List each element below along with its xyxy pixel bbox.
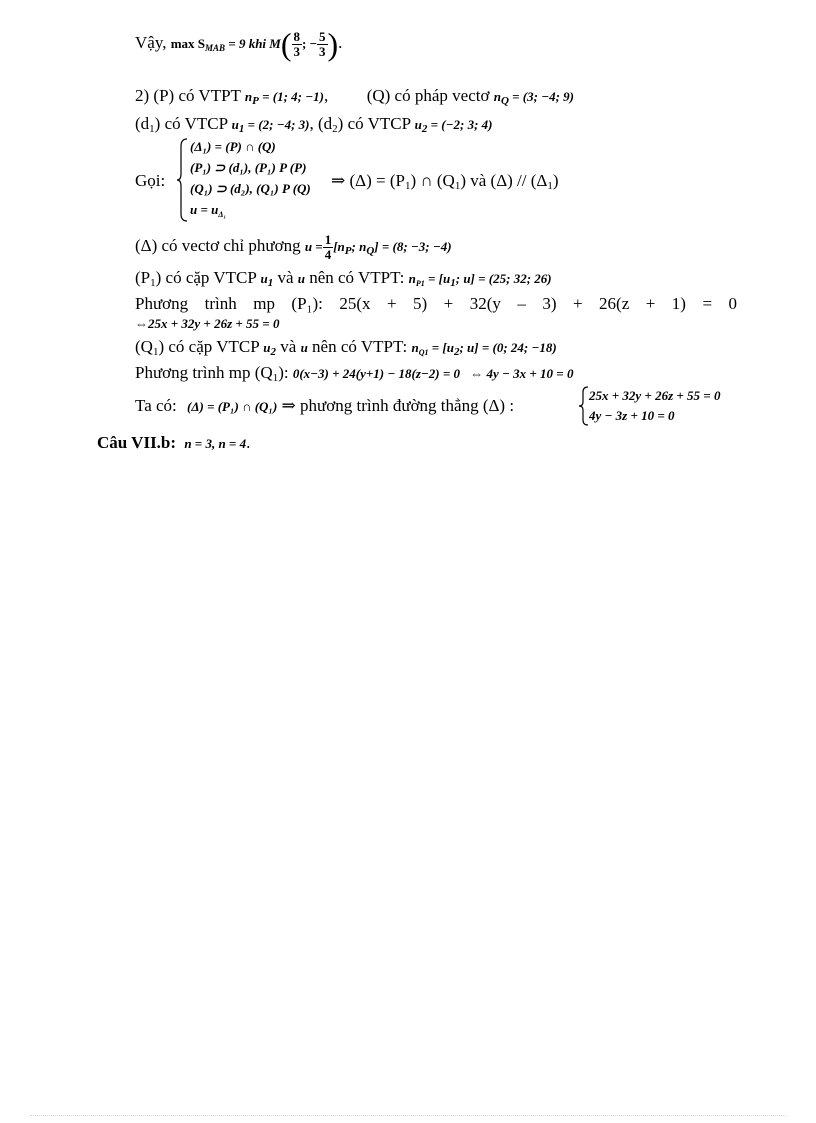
- vector-u1: $u_1$: [260, 271, 274, 289]
- question-label: Câu VII.b:: [97, 433, 177, 452]
- math-u: u =: [304, 239, 323, 254]
- text: ) có VTCP: [337, 114, 411, 133]
- p1-equation-line: Phương trình mp (P₁): 25(x + 5) + 32(y – 3) + 26(z + 1) = 0: [135, 294, 737, 313]
- brace-icon: [579, 386, 589, 426]
- vector-u: u: [297, 271, 305, 286]
- text: (d: [135, 114, 150, 133]
- vector-n-q: $n_Q = (3$; −4; 9): [493, 89, 574, 107]
- q1-normal-line: $(Q_1)$ có cặp VTCP $u_2$ và u nên có VTPT: $n_{Q1} = [u_2$; u] = (0; 24; −18): [135, 337, 557, 358]
- vector-u2: $u_2 = (-2$; 3; 4): [414, 117, 493, 135]
- p1-equation-simplified: ⇔25x + 32y + 26z + 55 = 0: [135, 316, 280, 331]
- vector-u: u: [300, 340, 308, 355]
- text: Vậy,: [135, 32, 167, 52]
- final-system-brace: [579, 386, 589, 426]
- direction-vector-line: [135, 231, 452, 266]
- brace-icon: [177, 138, 189, 222]
- subscript: 2: [332, 123, 338, 135]
- system-brace: [177, 138, 189, 222]
- vector-n-p: $n_P = (1$; 4; −1): [244, 89, 324, 107]
- text: (Q) có pháp vectơ: [366, 86, 490, 105]
- right-paren: ): [327, 26, 339, 62]
- fraction: $\frac{1}{4}$: [324, 231, 332, 262]
- math-when: = 9 khi M: [225, 35, 281, 51]
- q1-equation: 0(x−3) + 24(y+1) − 18(z−2) = 0: [292, 366, 460, 381]
- cross-product: [$n_P$; $n_Q] = (8$; −3; −4): [333, 239, 452, 257]
- line-equation-line: Ta có: (Δ) = (P₁) ∩ (Q₁) ⇒ phương trình đường thẳng (Δ) :: [135, 396, 515, 415]
- answer-math: n = 3, n = 4: [184, 436, 247, 451]
- q1-equation-line: Phương trình mp $(Q_1)$: 0(x−3) + 24(y+1) − 18(z−2) = 0 ⇔ 4y − 3x + 10 = 0: [135, 363, 574, 384]
- plane-normals-line: [135, 86, 574, 111]
- vector-u2: $u_2$: [263, 340, 277, 358]
- subscript: 1: [149, 123, 155, 135]
- fraction: $\frac{8}{3}$: [293, 28, 301, 59]
- gọi-label: Gọi:: [135, 171, 166, 190]
- final-equation-2: 4y − 3z + 10 = 0: [589, 408, 675, 423]
- direction-vectors-line: [135, 114, 493, 139]
- fraction: $\frac{5}{3}$: [319, 28, 326, 59]
- p1-normal-line: $(P_1)$ có cặp VTCP $u_1$ và u nên có VTPT: $n_{P1} = [u_1$; u] = (25; 32; 26): [135, 268, 552, 289]
- text: , (d: [309, 114, 333, 133]
- text: ) có VTCP: [154, 114, 228, 133]
- period: .: [338, 32, 343, 52]
- page-bottom-border: [30, 1115, 786, 1116]
- separator: ; −: [302, 35, 318, 51]
- system-line-2: (P₁) ⊃ (d₁), (P₁) P (P): [190, 160, 307, 175]
- q1-equation-simplified: ⇔ 4y − 3x + 10 = 0: [470, 366, 574, 381]
- period: .: [246, 433, 251, 452]
- system-conclusion: ⇒ $(\Delta) = (P_1)$ ∩ $(Q_1)$ và $(\Delta) // (\Delta_1)$: [331, 171, 559, 192]
- final-equation-1: 25x + 32y + 26z + 55 = 0: [589, 388, 721, 403]
- intersection-math: (Δ) = (P₁) ∩ (Q₁): [187, 399, 278, 414]
- system-line-3: (Q₁) ⊃ (d₂), (Q₁) P (Q): [190, 181, 311, 196]
- left-paren: (: [280, 26, 292, 62]
- vector-u1: $u_1 = (2$; −4; 3): [231, 117, 310, 135]
- text: (Δ) có vectơ chỉ phương: [135, 236, 301, 255]
- normal-q1: $n_{Q1} = [u_2$; u] = (0; 24; −18): [411, 340, 557, 358]
- system-line-1: (Δ₁) = (P) ∩ (Q): [190, 139, 276, 154]
- system-line-4: $u = u_{\Delta_1}$: [190, 202, 227, 219]
- question-vii-b: [97, 433, 250, 454]
- comma: ,: [323, 86, 329, 105]
- text: 2) (P) có VTPT: [135, 86, 241, 105]
- normal-p1: $n_{P1} = [u_1$; u] = (25; 32; 26): [408, 271, 552, 289]
- system-lines: [190, 136, 311, 225]
- math-max: $\max S_{MAB}$: [170, 35, 226, 53]
- conclusion-line: [135, 28, 342, 62]
- final-system-lines: [589, 386, 720, 426]
